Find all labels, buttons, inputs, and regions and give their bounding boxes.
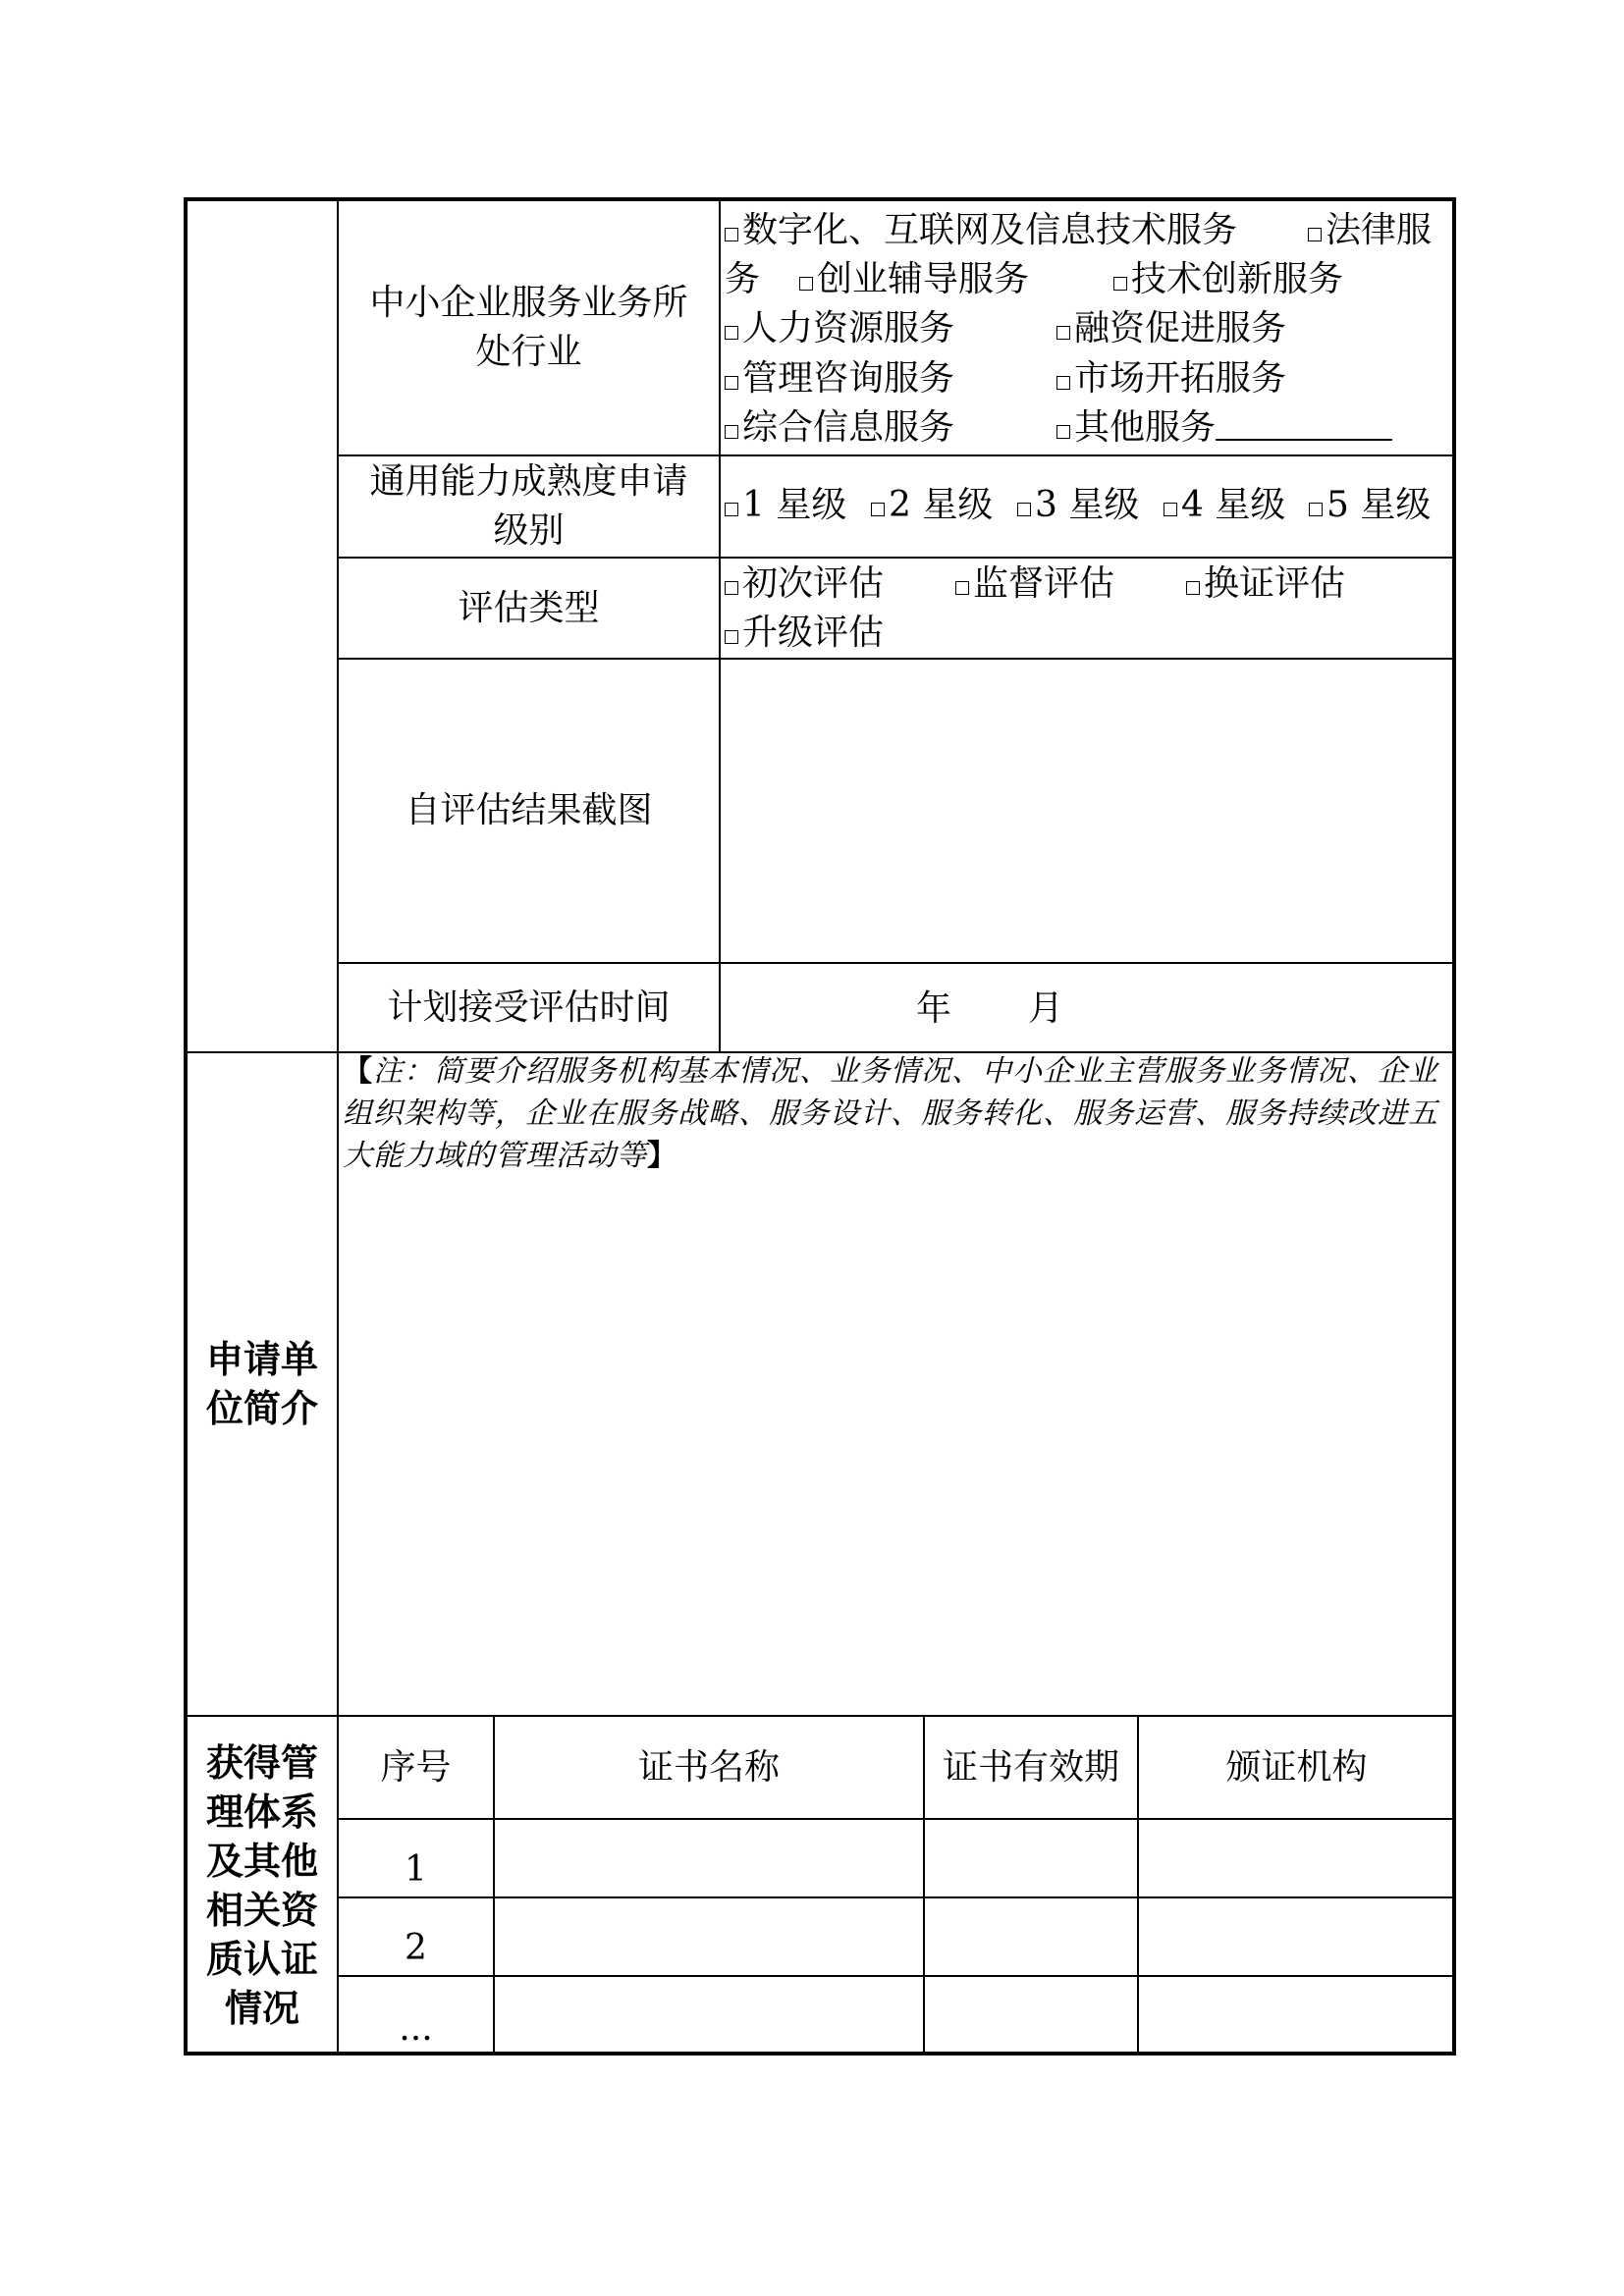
level-label — [339, 456, 719, 557]
option-financing[interactable] — [1056, 304, 1286, 353]
option-legal-continued — [725, 255, 760, 304]
option-label: 务 — [725, 259, 761, 299]
certs-label-text: 获得管理体系及其他相关资质认证情况 — [205, 1740, 318, 2030]
other-service-blank[interactable] — [1216, 409, 1392, 441]
eval-type-label — [339, 559, 719, 658]
header-text: 颁证机构 — [1225, 1746, 1368, 1788]
option-info[interactable] — [725, 403, 954, 453]
level-option-3[interactable] — [1017, 481, 1139, 530]
certs-header-issuer — [1139, 1717, 1454, 1818]
row-divider — [337, 1818, 1454, 1820]
checkbox-icon[interactable] — [1164, 503, 1177, 516]
intro-note-text: 注：简要介绍服务机构基本情况、业务情况、中小企业主营服务业务情况、企业组织架构等，企业在服务战略、服务设计、服务转化、服务运营、服务持续改进五大能力域的管理活动等 — [343, 1054, 1438, 1173]
option-label: 人力资源服务 — [742, 308, 955, 348]
option-label: 4 星级 — [1181, 485, 1286, 525]
option-label: 换证评估 — [1204, 563, 1346, 604]
option-legal[interactable] — [1308, 206, 1432, 255]
checkbox-icon[interactable] — [799, 277, 813, 291]
option-label: 创业辅导服务 — [817, 259, 1030, 299]
option-tech-innovation[interactable] — [1113, 255, 1343, 304]
row-divider — [337, 1896, 1454, 1898]
option-label: 融资促进服务 — [1074, 308, 1287, 348]
checkbox-icon[interactable] — [725, 503, 738, 516]
option-label: 数字化、互联网及信息技术服务 — [742, 210, 1238, 250]
level-option-4[interactable] — [1164, 481, 1285, 530]
checkbox-icon[interactable] — [725, 630, 738, 644]
checkbox-icon[interactable] — [1113, 277, 1127, 291]
option-label: 1 星级 — [742, 485, 847, 525]
option-label: 管理咨询服务 — [742, 358, 955, 399]
row-index-text: 2 — [405, 1928, 427, 1968]
month-label: 月 — [1028, 988, 1064, 1029]
row-index-text: 1 — [405, 1849, 427, 1890]
option-label: 初次评估 — [742, 563, 885, 604]
option-label: 5 星级 — [1326, 485, 1432, 525]
checkbox-icon[interactable] — [1308, 228, 1322, 241]
certs-row-index — [339, 1977, 493, 2054]
option-other[interactable] — [1056, 403, 1392, 453]
option-hr[interactable] — [725, 304, 954, 353]
screenshot-label — [339, 660, 719, 962]
checkbox-icon[interactable] — [1056, 425, 1070, 439]
checkbox-icon[interactable] — [1186, 581, 1200, 595]
level-option-1[interactable] — [725, 481, 846, 530]
checkbox-icon[interactable] — [725, 228, 738, 241]
certs-header-index — [339, 1717, 493, 1818]
note-bracket-open: 【 — [343, 1054, 373, 1089]
certs-header-name — [495, 1717, 923, 1818]
option-label: 升级评估 — [742, 613, 885, 653]
level-option-5[interactable] — [1309, 481, 1431, 530]
industry-label — [339, 201, 719, 454]
eval-option-supervision[interactable] — [955, 560, 1114, 609]
checkbox-icon[interactable] — [1017, 503, 1031, 516]
option-label: 综合信息服务 — [742, 407, 955, 448]
checkbox-icon[interactable] — [1056, 326, 1070, 340]
eval-type-label-text: 评估类型 — [458, 587, 600, 628]
plan-time-month[interactable] — [1028, 985, 1063, 1034]
option-label: 其他服务 — [1074, 407, 1217, 448]
checkbox-icon[interactable] — [725, 581, 738, 595]
industry-label-text: 中小企业服务业务所处行业 — [369, 283, 688, 372]
intro-label-text: 申请单位简介 — [205, 1338, 318, 1430]
certs-row-index — [339, 1898, 493, 1975]
option-digital-it[interactable] — [725, 206, 1237, 255]
plan-time-label-text: 计划接受评估时间 — [387, 987, 671, 1028]
screenshot-label-text: 自评估结果截图 — [405, 790, 653, 830]
option-label: 监督评估 — [973, 563, 1115, 604]
row-index-text: ... — [399, 2008, 433, 2049]
option-label: 技术创新服务 — [1131, 259, 1344, 299]
certs-row-index — [339, 1820, 493, 1896]
eval-option-upgrade[interactable] — [725, 609, 884, 658]
header-text: 序号 — [380, 1746, 452, 1788]
eval-option-renewal[interactable] — [1186, 560, 1345, 609]
checkbox-icon[interactable] — [725, 376, 738, 390]
certs-header-validity — [925, 1717, 1137, 1818]
checkbox-icon[interactable] — [1056, 376, 1070, 390]
intro-label — [188, 1053, 337, 1715]
option-market[interactable] — [1056, 354, 1286, 403]
year-label: 年 — [916, 988, 952, 1029]
checkbox-icon[interactable] — [725, 326, 738, 340]
certs-label — [188, 1717, 337, 2054]
option-label: 法律服 — [1326, 210, 1433, 250]
option-label: 市场开拓服务 — [1074, 358, 1287, 399]
plan-time-year[interactable] — [916, 985, 951, 1034]
intro-note[interactable] — [343, 1050, 1452, 1177]
note-bracket-close: 】 — [647, 1139, 677, 1173]
row-divider — [337, 1975, 1454, 1977]
checkbox-icon[interactable] — [955, 581, 969, 595]
screenshot-area[interactable] — [721, 660, 1454, 962]
checkbox-icon[interactable] — [725, 425, 738, 439]
checkbox-icon[interactable] — [871, 503, 885, 516]
plan-time-label — [339, 964, 719, 1051]
header-text: 证书名称 — [637, 1746, 780, 1788]
level-option-2[interactable] — [871, 481, 993, 530]
option-label: 3 星级 — [1035, 485, 1140, 525]
option-label: 2 星级 — [889, 485, 994, 525]
option-startup[interactable] — [799, 255, 1029, 304]
checkbox-icon[interactable] — [1309, 503, 1323, 516]
header-text: 证书有效期 — [942, 1746, 1119, 1788]
level-label-text: 通用能力成熟度申请级别 — [369, 461, 688, 551]
eval-option-initial[interactable] — [725, 560, 884, 609]
option-consulting[interactable] — [725, 354, 954, 403]
